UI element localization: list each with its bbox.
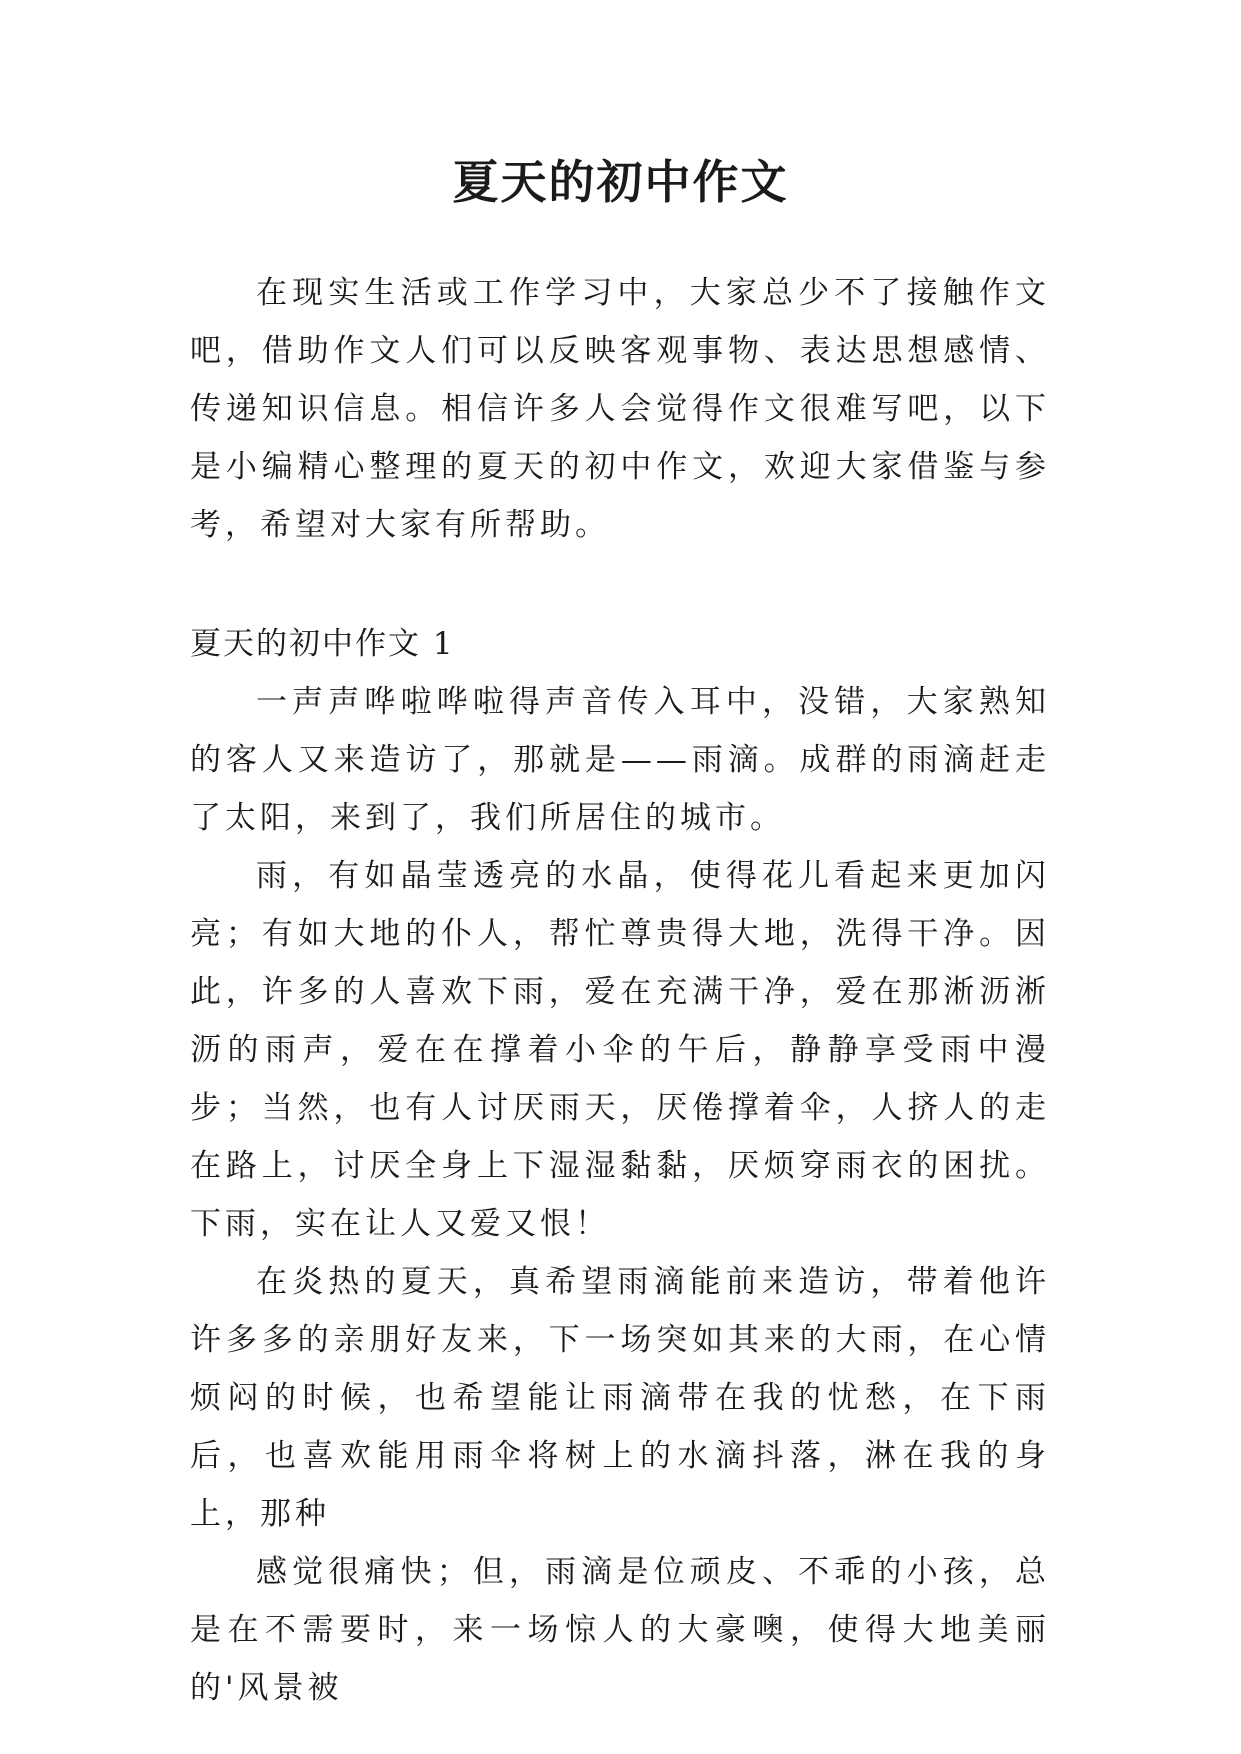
body-paragraph: 感觉很痛快；但，雨滴是位顽皮、不乖的小孩，总是在不需要时，来一场惊人的大豪噢，使得大地美丽的'风景被: [190, 1554, 1050, 1706]
intro-paragraph: 在现实生活或工作学习中，大家总少不了接触作文吧，借助作文人们可以反映客观事物、表达思想感情、传递知识信息。相信许多人会觉得作文很难写吧，以下是小编精心整理的夏天的初中作文，欢迎大家借鉴与参考，希望对大家有所帮助。: [190, 275, 1050, 543]
body-paragraph: 雨，有如晶莹透亮的水晶，使得花儿看起来更加闪亮；有如大地的仆人，帮忙尊贵得大地，洗得干净。因此，许多的人喜欢下雨，爱在充满干净，爱在那淅沥淅沥的雨声，爱在在撑着小伞的午后，静静享受雨中漫步；当然，也有人讨厌雨天，厌倦撑着伞，人挤人的走在路上，讨厌全身上下湿湿黏黏，厌烦穿雨衣的困扰。下雨，实在让人又爱又恨！: [190, 858, 1050, 1242]
body-paragraph: 一声声哗啦哗啦得声音传入耳中，没错，大家熟知的客人又来造访了，那就是——雨滴。成群的雨滴赶走了太阳，来到了，我们所居住的城市。: [190, 684, 1050, 836]
document-title: 夏天的初中作文: [452, 155, 789, 209]
document-body: [190, 264, 1050, 1717]
section-title: 夏天的初中作文 1: [190, 626, 455, 662]
body-paragraph: 在炎热的夏天，真希望雨滴能前来造访，带着他许许多多的亲朋好友来，下一场突如其来的大雨，在心情烦闷的时候，也希望能让雨滴带在我的忧愁，在下雨后，也喜欢能用雨伞将树上的水滴抖落，淋在我的身上，那种: [190, 1264, 1050, 1532]
